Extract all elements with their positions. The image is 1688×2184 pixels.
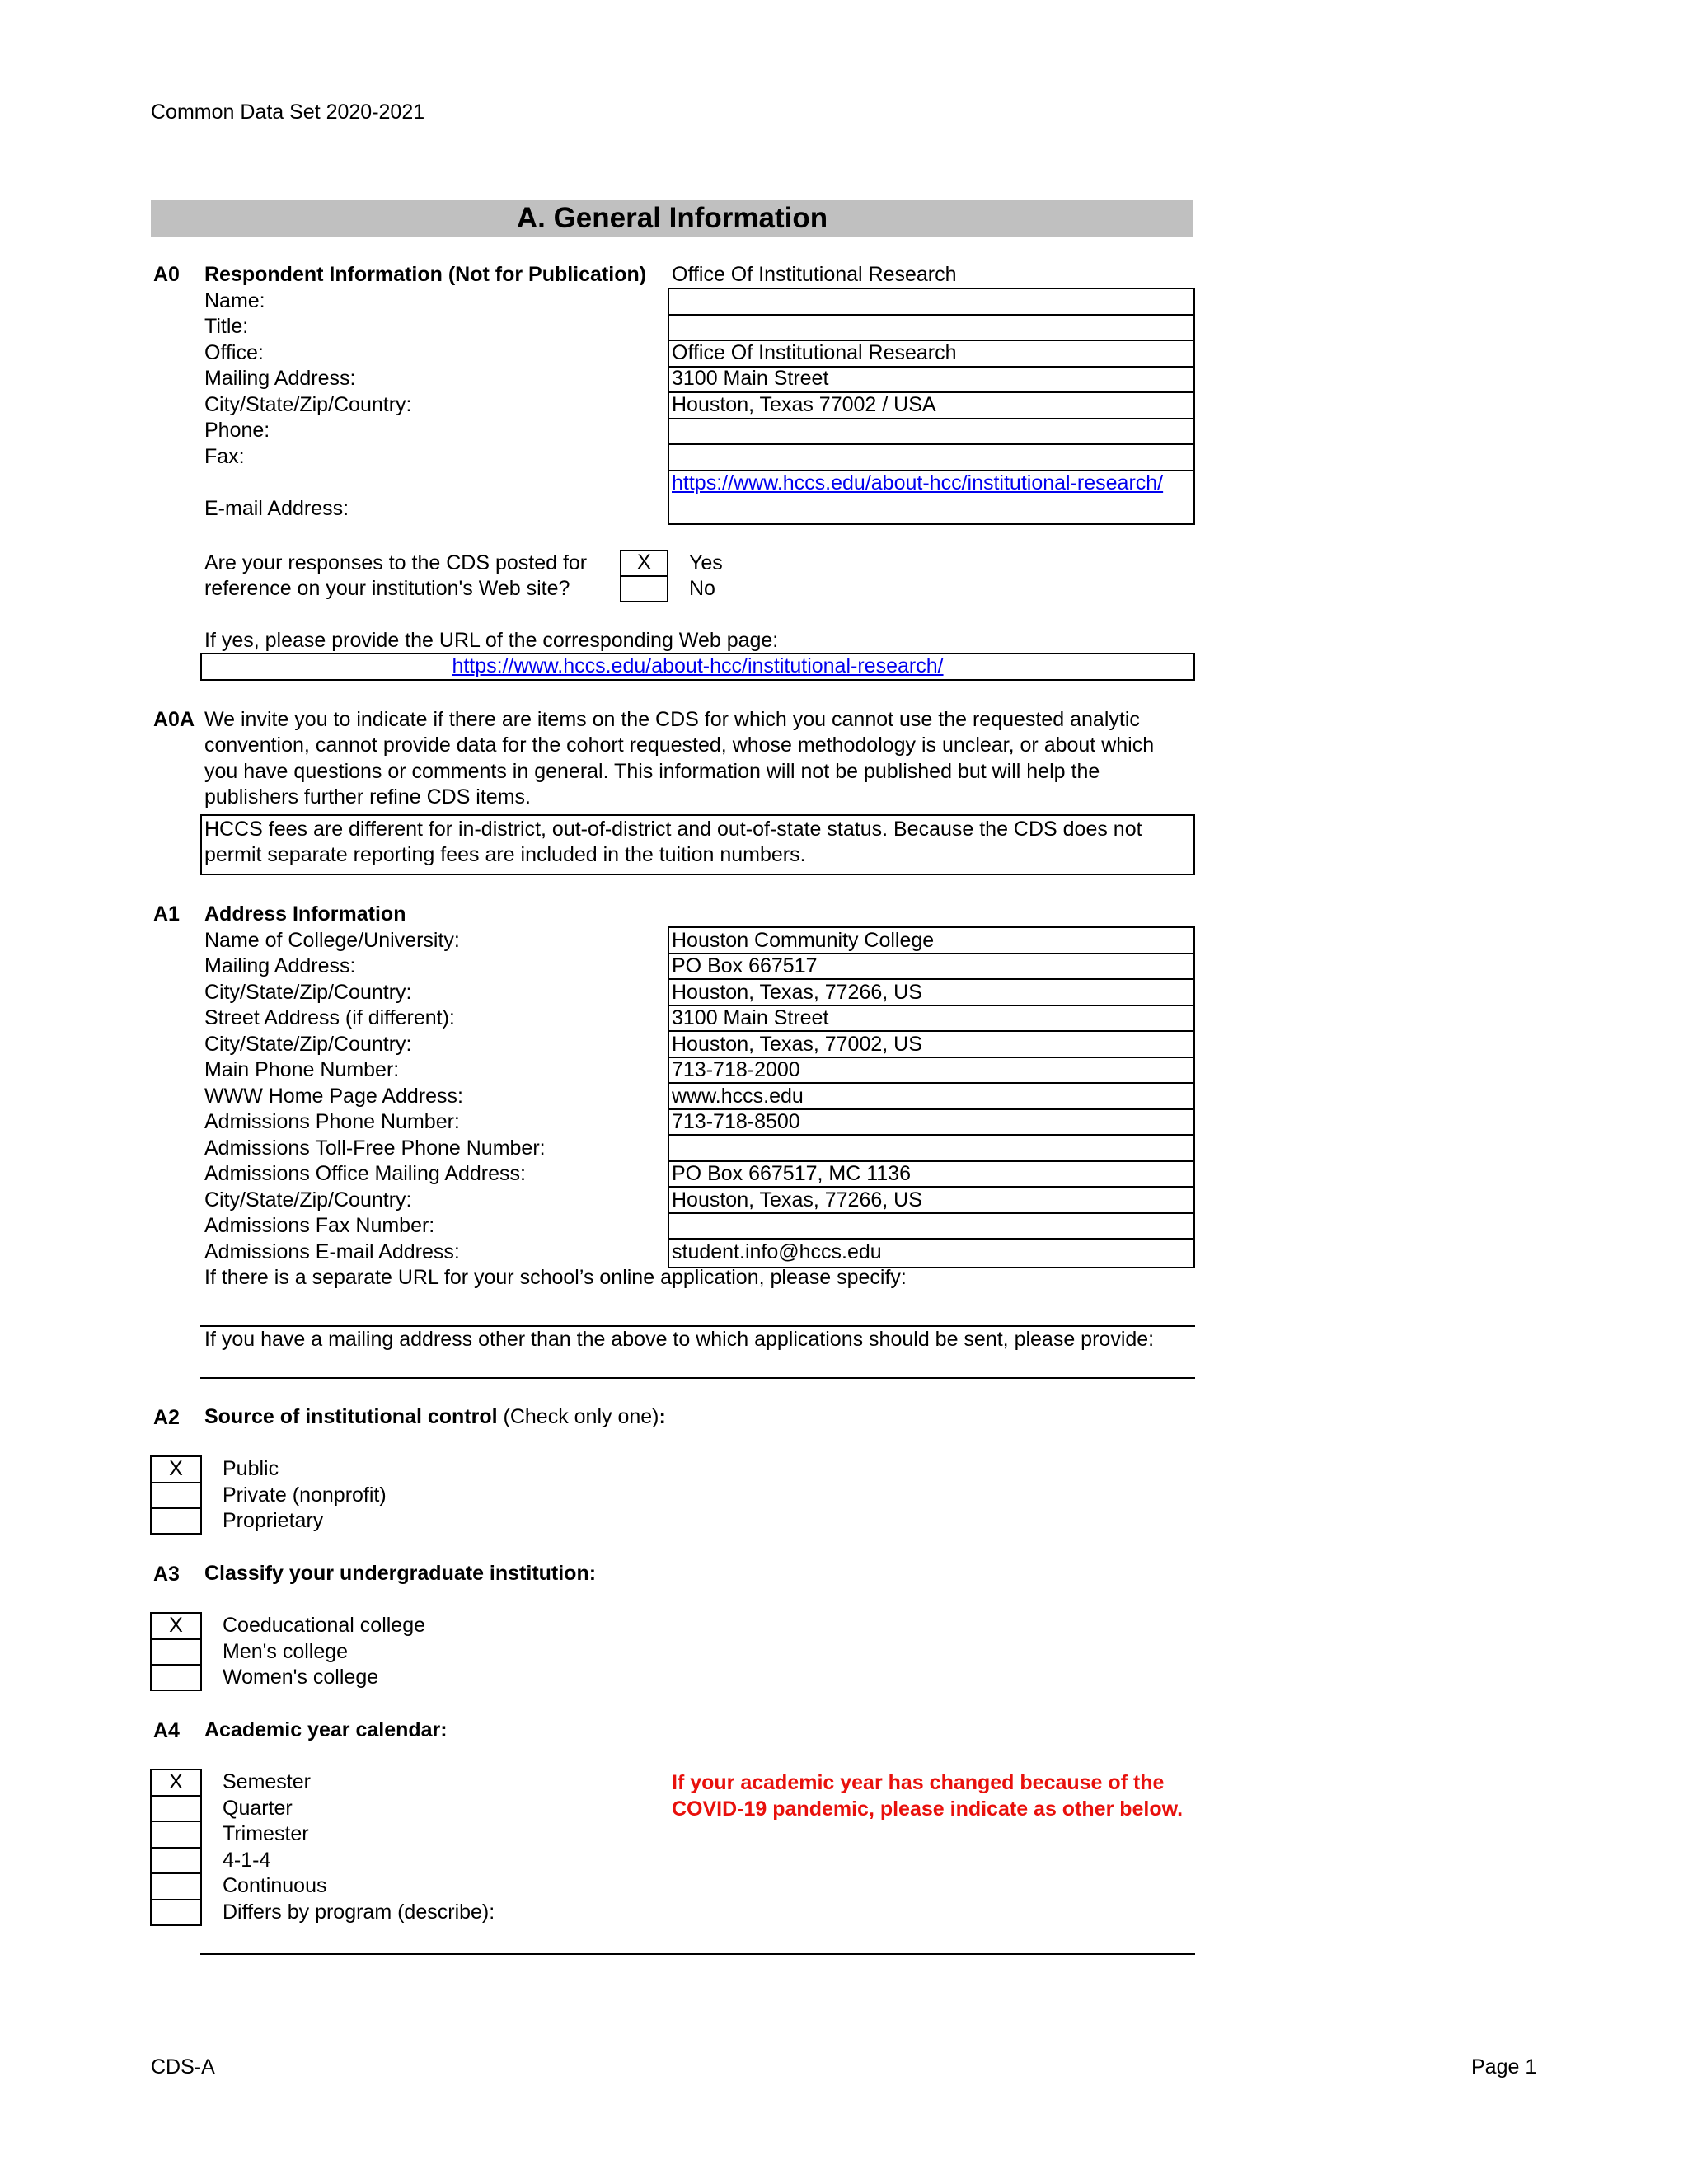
a4-checkbox-quarter[interactable]: [152, 1796, 200, 1821]
url-prompt: If yes, please provide the URL of the corresponding Web page:: [204, 629, 779, 652]
a0-fax-label: Fax:: [204, 445, 245, 468]
a0-email-label: E-mail Address:: [204, 497, 349, 520]
a1-label: Admissions Fax Number:: [204, 1214, 435, 1237]
a0-mailing-label: Mailing Address:: [204, 367, 356, 390]
a0a-line3: you have questions or comments in general. This information will not be published but will help the: [204, 760, 1100, 783]
a4-checkbox-semester[interactable]: X: [169, 1770, 183, 1793]
a1-value[interactable]: 713-718-8500: [672, 1110, 800, 1133]
a0-url-link[interactable]: https://www.hccs.edu/about-hcc/institutional-research/: [672, 471, 1164, 494]
a2-code: A2: [153, 1406, 180, 1429]
yes-label: Yes: [689, 551, 723, 574]
a0-heading-value: Office Of Institutional Research: [672, 263, 957, 286]
a2-heading-wrap: [204, 1404, 666, 1430]
a0-office-label: Office:: [204, 341, 264, 364]
footer-right: Page 1: [1471, 2055, 1537, 2079]
a1-label: Mailing Address:: [204, 954, 356, 977]
a0a-comment-line2: permit separate reporting fees are included in the tuition numbers.: [204, 843, 806, 866]
a0-title-label: Title:: [204, 315, 249, 338]
a3-checkbox-womens[interactable]: [152, 1665, 200, 1690]
mailing-prompt: If you have a mailing address other than the above to which applications should be sent, please provide:: [204, 1328, 1155, 1351]
a2-checkbox-private[interactable]: [152, 1483, 200, 1508]
a1-value[interactable]: Houston Community College: [672, 929, 935, 952]
a1-label: Street Address (if different):: [204, 1006, 455, 1029]
a0a-line1: We invite you to indicate if there are items on the CDS for which you cannot use the requested analytic: [204, 708, 1140, 731]
a1-value[interactable]: 3100 Main Street: [672, 1006, 829, 1029]
a1-label: City/State/Zip/Country:: [204, 1033, 412, 1056]
a4-checkbox-differs[interactable]: [152, 1900, 200, 1925]
web-page-url-link[interactable]: https://www.hccs.edu/about-hcc/institutional-research/: [452, 654, 944, 677]
a0-phone-label: Phone:: [204, 419, 270, 442]
a0-office-value[interactable]: Office Of Institutional Research: [672, 341, 957, 364]
a3-code: A3: [153, 1563, 180, 1586]
a2-option-label: Proprietary: [223, 1509, 324, 1532]
a4-option-label: Semester: [223, 1770, 311, 1793]
a1-value[interactable]: student.info@hccs.edu: [672, 1240, 882, 1263]
a3-checkbox-coed[interactable]: X: [169, 1614, 183, 1637]
a4-code: A4: [153, 1719, 180, 1742]
a1-value[interactable]: 713-718-2000: [672, 1058, 800, 1081]
a0a-line4: publishers further refine CDS items.: [204, 785, 531, 808]
no-label: No: [689, 577, 715, 600]
a1-label: City/State/Zip/Country:: [204, 1188, 412, 1212]
page-header: Common Data Set 2020-2021: [151, 101, 425, 124]
a1-value[interactable]: PO Box 667517, MC 1136: [672, 1162, 911, 1185]
a0-heading: Respondent Information (Not for Publication): [204, 263, 647, 286]
a1-label: WWW Home Page Address:: [204, 1085, 463, 1108]
a1-heading: Address Information: [204, 902, 406, 926]
a1-value[interactable]: Houston, Texas, 77266, US: [672, 981, 922, 1004]
a1-code: A1: [153, 902, 180, 926]
a1-label: City/State/Zip/Country:: [204, 981, 412, 1004]
a1-label: Admissions Phone Number:: [204, 1110, 460, 1133]
a0-mailing-value[interactable]: 3100 Main Street: [672, 367, 829, 390]
a3-checkbox-mens[interactable]: [152, 1639, 200, 1665]
section-title: A. General Information: [151, 200, 1193, 237]
a1-label: Admissions E-mail Address:: [204, 1240, 460, 1263]
posted-question-line1: Are your responses to the CDS posted for: [204, 551, 588, 574]
a1-label: Name of College/University:: [204, 929, 460, 952]
a0-name-label: Name:: [204, 289, 265, 312]
a3-heading: Classify your undergraduate institution:: [204, 1562, 597, 1585]
a4-option-label: Differs by program (describe):: [223, 1900, 495, 1924]
a4-heading: Academic year calendar:: [204, 1718, 448, 1741]
a2-heading-suffix: (Check only one): [497, 1405, 659, 1428]
posted-question-line2: reference on your institution's Web site?: [204, 577, 570, 600]
mailing-input-line[interactable]: [200, 1377, 1195, 1379]
a1-value[interactable]: www.hccs.edu: [672, 1085, 804, 1108]
no-checkbox[interactable]: [620, 576, 668, 602]
covid-note-line2: COVID-19 pandemic, please indicate as other below.: [672, 1797, 1184, 1821]
a2-option-label: Public: [223, 1457, 279, 1480]
footer-left: CDS-A: [151, 2055, 215, 2079]
differs-input-line[interactable]: [200, 1953, 1195, 1955]
a0a-comment-line1: HCCS fees are different for in-district, out-of-district and out-of-state status. Because the CDS does not: [204, 818, 1142, 841]
a1-value[interactable]: PO Box 667517: [672, 954, 818, 977]
yes-checkbox[interactable]: X: [637, 551, 651, 574]
a2-checkbox-proprietary[interactable]: [152, 1508, 200, 1534]
online-app-prompt: If there is a separate URL for your school’s online application, please specify:: [204, 1266, 907, 1289]
a2-heading: Source of institutional control: [204, 1405, 498, 1428]
grid-line: [668, 418, 1195, 419]
a4-option-label: 4-1-4: [223, 1849, 271, 1872]
a1-label: Admissions Toll-Free Phone Number:: [204, 1137, 546, 1160]
a1-value[interactable]: Houston, Texas, 77266, US: [672, 1188, 922, 1212]
a0a-code: A0A: [153, 708, 195, 731]
a1-label: Main Phone Number:: [204, 1058, 400, 1081]
a0-city-label: City/State/Zip/Country:: [204, 393, 412, 416]
a4-checkbox-trimester[interactable]: [152, 1821, 200, 1847]
a2-heading-colon: :: [659, 1405, 666, 1428]
a4-option-label: Trimester: [223, 1822, 309, 1845]
a0-code: A0: [153, 263, 180, 286]
a3-option-label: Men's college: [223, 1640, 349, 1663]
a0-city-value[interactable]: Houston, Texas 77002 / USA: [672, 393, 936, 416]
covid-note-line1: If your academic year has changed because of the: [672, 1771, 1165, 1794]
a4-checkbox-continuous[interactable]: [152, 1873, 200, 1899]
a2-checkbox-public[interactable]: X: [169, 1457, 183, 1480]
a0a-line2: convention, cannot provide data for the cohort requested, whose methodology is unclear, or about which: [204, 733, 1155, 757]
a1-label: Admissions Office Mailing Address:: [204, 1162, 526, 1185]
a4-option-label: Quarter: [223, 1797, 293, 1820]
grid-line: [668, 314, 1195, 316]
a3-option-label: Women's college: [223, 1666, 379, 1689]
grid-line: [668, 443, 1195, 445]
a3-option-label: Coeducational college: [223, 1614, 426, 1637]
a1-value[interactable]: Houston, Texas, 77002, US: [672, 1033, 922, 1056]
a4-option-label: Continuous: [223, 1874, 327, 1897]
a4-checkbox-414[interactable]: [152, 1848, 200, 1873]
a2-option-label: Private (nonprofit): [223, 1483, 387, 1507]
